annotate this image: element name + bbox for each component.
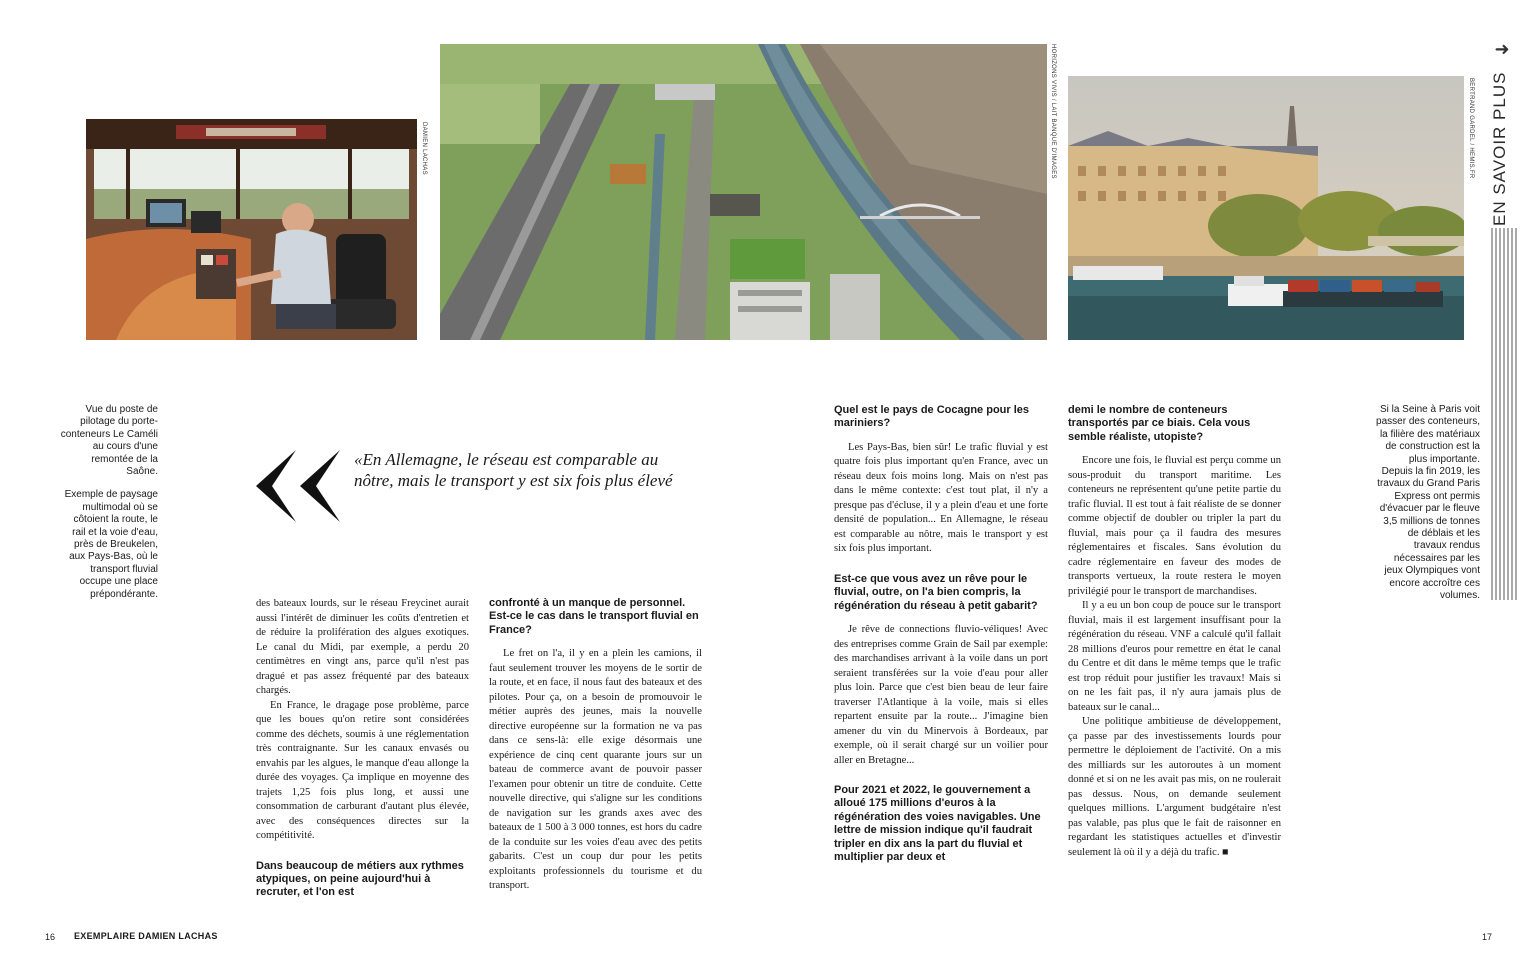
caption-aerial: Exemple de paysage multimodal où se côtoient la route, le rail et la voie d'eau, près de Breukelen, aux Pays-Bas, où le transport fluvial occupe une place prépondérante.	[64, 489, 158, 600]
interview-question: Quel est le pays de Cocagne pour les mariniers?	[834, 404, 1030, 430]
seine-illustration	[1068, 76, 1464, 340]
article-paragraph: Je rêve de connections fluvio-véliques! Avec des entreprises comme Grain de Sail par exemple: des marchandises arrivant à la voile dans un port seraient transférées sur la voie d'eau pour aller plus loin. Parce que c'est bien beau de leur faire traverser l'Atlantique à la voile, mais si elles repartent ensuite par la route... J'imagine bien amener du vin du Minervois à Bordeaux, par exemple, où il serait chargé sur un voilier pour aller en Bretagne...	[834, 624, 1048, 766]
page-number-left: 16	[45, 932, 56, 942]
article-paragraph: En France, le dragage pose problème, parce que les boues qu'on retire sont considérées comme des déchets, soumis à une réglementation très contraignante. Sur les canaux envasés ou envahis par les algues, le manque d'eau allonge la durée des voyages. Ça implique en moyenne des trajets 1,25 fois plus long, et aussi une consommation de carburant d'autant plus élevée, avec des conséquences directes sur la compétitivité.	[256, 699, 469, 841]
article-column-1	[256, 597, 469, 910]
caption-wheelhouse: Vue du poste de pilotage du porte-conteneurs Le Caméli au cours d'une remontée de la Saône.	[60, 404, 158, 478]
photo-seine-paris	[1068, 76, 1464, 340]
pull-quote: «En Allemagne, le réseau est comparable au nôtre, mais le transport y est six fois plus élevé	[354, 450, 673, 490]
interview-question: Dans beaucoup de métiers aux rythmes atypiques, on peine aujourd'hui à recruter, et l'on est	[256, 859, 464, 899]
interview-question: demi le nombre de conteneurs transportés par ce biais. Cela vous semble réaliste, utopiste?	[1068, 404, 1251, 443]
interview-question: Est-ce que vous avez un rêve pour le fluvial, outre, on l'a bien compris, la régénération du réseau à petit gabarit?	[834, 572, 1038, 612]
article-paragraph: Il y a eu un bon coup de pouce sur le transport fluvial, mais il est largement insuffisant pour la régénération du réseau. VNF a calculé qu'il fallait 28 millions d'euros pour remettre en état le canal du Centre et dit dans le même temps que le trafic est trop réduit pour justifier les travaux! Mais si on ne les fait pas, il n'y aura jamais plus de bateaux sur le canal...	[1068, 600, 1281, 713]
page-number-right: 17	[1482, 932, 1493, 942]
caption-left	[60, 404, 158, 612]
quote-mark-icon	[250, 448, 346, 524]
sidebar-rule-lines	[1488, 228, 1522, 600]
photo-credit-wheelhouse: DAMIEN LACHAS	[421, 122, 427, 175]
aerial-illustration	[440, 44, 1047, 340]
photo-aerial-landscape	[440, 44, 1047, 340]
article-paragraph: Le fret on l'a, il y en a plein les camions, il faut seulement trouver les moyens de le sortir de la route, et en face, il nous faut des bateaux et des pilotes. Pour ça, on a besoin de promouvoir le métier auprès des jeunes, mais la nouvelle directive européenne sur la formation ne va pas dans ce sens-là: elle exige désormais une expérience de cinq cent quarante jours sur un bateau de commerce avant de pouvoir passer l'examen pour obtenir un titre de conduite. Cette nouvelle directive, qui s'aligne sur les conditions de navigation sur les grands axes avec des bateaux de 1 500 à 3 000 tonnes, est hors du cadre de la conduite sur les voies d'eau avec des petits gabarits. C'est un coup dur pour les petits exploitants professionnels du tourisme et du transport.	[489, 648, 702, 892]
photo-wheelhouse	[86, 119, 417, 340]
article-paragraph: Une politique ambitieuse de développement, ça passe par des investissements lourds pour permettre le déploiement de l'activité. On a mis des milliards sur les autoroutes à un moment donné et si on ne les avait pas mis, on ne roulerait pas dessus. Nous, on demande seulement quelques millions. L'argument budgétaire n'est pas valable, pas plus que le fait de raisonner en regardant les statistiques actuelles et d'investir seulement là où il y a déjà du trafic. ■	[1068, 716, 1281, 858]
en-savoir-plus-sidebar	[1488, 40, 1522, 600]
article-paragraph: Les Pays-Bas, bien sûr! Le trafic fluvial y est quatre fois plus important qu'en France, avec un réseau deux fois moins long. Mais on n'est pas dans le même contexte: c'est tout plat, il n'y a presque pas d'écluse, il y a plein d'eau et une forte densité de population... En Allemagne, le réseau est comparable au nôtre, mais le transport y est six fois plus important.	[834, 441, 1048, 555]
interview-question: Pour 2021 et 2022, le gouvernement a alloué 175 millions d'euros à la régénération des voies navigables. Une lettre de mission indique qu'il faudrait tripler en dix ans la part du fluvial et multiplier par deux et	[834, 784, 1041, 864]
article-paragraph: des bateaux lourds, sur le réseau Freycinet aurait aussi l'intérêt de diminuer les coûts d'entretien et de réduire la prolifération des algues exotiques. Le canal du Midi, par exemple, a perdu 20 centimètres en vingt ans, parce qu'il n'est pas dragué et pas assez fréquenté par des bateaux chargés.	[256, 598, 469, 696]
wheelhouse-illustration	[86, 119, 417, 340]
article-column-2	[489, 597, 702, 894]
sidebar-arrow-icon: ➜	[1494, 39, 1510, 60]
copy-label: EXEMPLAIRE DAMIEN LACHAS	[74, 931, 218, 941]
photo-credit-seine: BERTRAND GARDEL / HEMIS.FR	[1468, 78, 1474, 179]
caption-seine: Si la Seine à Paris voit passer des conteneurs, la filière des matériaux de construction est la plus importante. Depuis la fin 2019, les travaux du Grand Paris Express ont permis d'évacuer par le fleuve 3,5 millions de tonnes de déblais et les travaux rendus nécessaires par les jeux Olympiques vont encore accroître ces volumes.	[1376, 404, 1480, 602]
photo-credit-aerial: HORIZONS VIVIS / LAIT BANQUE D'IMAGES	[1050, 44, 1056, 179]
article-column-4	[1068, 404, 1281, 860]
interview-question: confronté à un manque de personnel. Est-ce le cas dans le transport fluvial en France?	[489, 597, 699, 636]
sidebar-label: EN SAVOIR PLUS	[1490, 71, 1509, 226]
article-column-3	[834, 404, 1048, 874]
article-paragraph: Encore une fois, le fluvial est perçu comme un sous-produit du transport maritime. Les conteneurs ne représentent qu'une petite partie du trafic fluvial. Il est tout à fait réaliste de se donner comme objectif de doubler ou tripler la part du fluvial, mais pour ça il faudra des mesures réglementaires et fiscales. Sans évolution du cadre réglementaire en faveur des modes de transports vertueux, la route restera le moyen privilégié pour le transport de marchandises.	[1068, 455, 1281, 597]
